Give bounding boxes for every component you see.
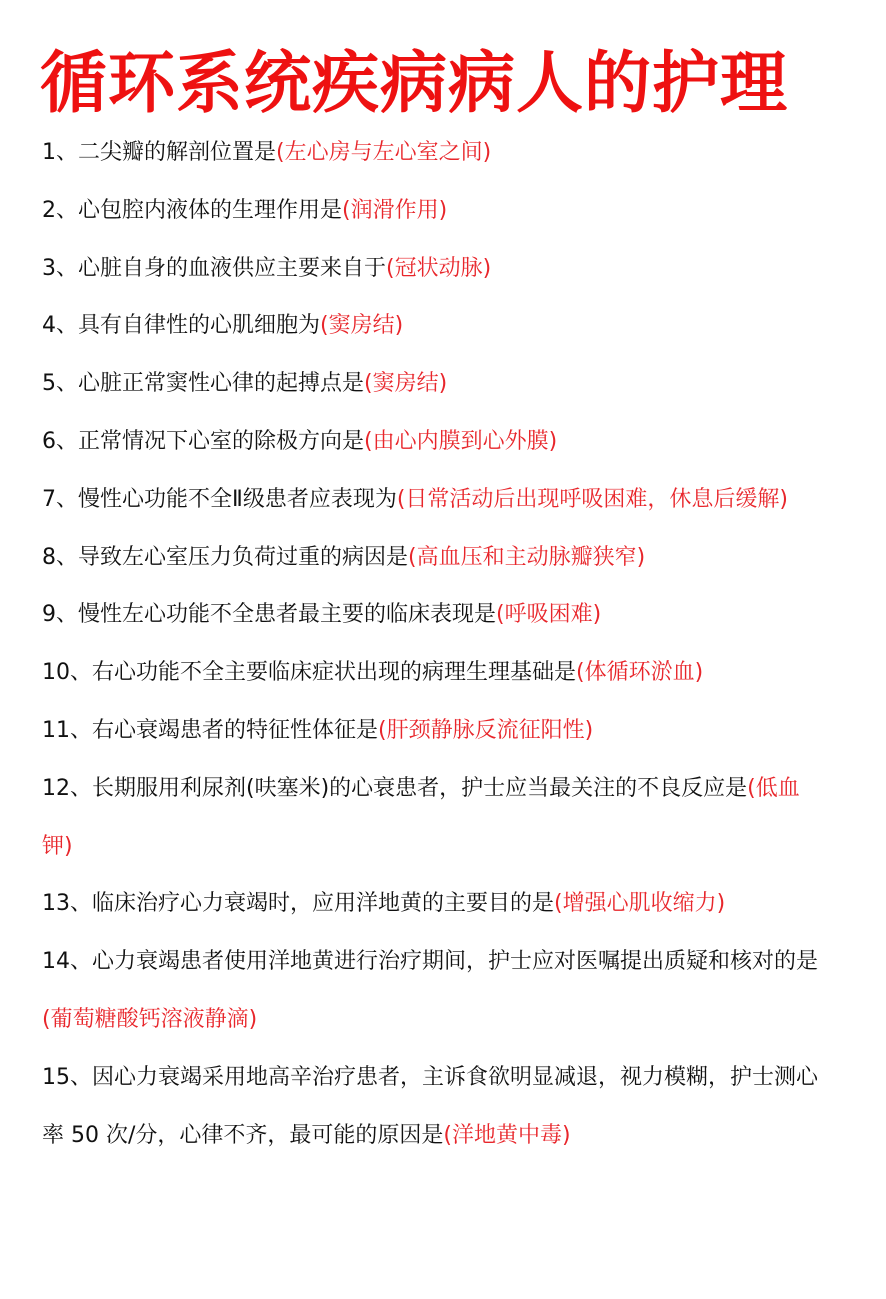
question-text: 8、导致左心室压力负荷过重的病因是 xyxy=(42,544,408,570)
question-text: 2、心包腔内液体的生理作用是 xyxy=(42,197,342,223)
question-item xyxy=(42,1049,822,1165)
answer-text: (冠状动脉) xyxy=(386,255,492,281)
question-item xyxy=(42,933,822,1049)
question-text: 4、具有自律性的心肌细胞为 xyxy=(42,313,320,339)
question-item xyxy=(42,182,822,240)
question-item xyxy=(42,875,822,933)
question-text: 10、右心功能不全主要临床症状出现的病理生理基础是 xyxy=(42,660,576,686)
answer-text: (呼吸困难) xyxy=(496,602,602,628)
answer-text: (低血钾) xyxy=(42,775,800,859)
question-text: 9、慢性左心功能不全患者最主要的临床表现是 xyxy=(42,602,496,628)
question-text: 6、正常情况下心室的除极方向是 xyxy=(42,428,364,454)
answer-text: (左心房与左心室之间) xyxy=(276,140,492,165)
question-text: 7、慢性心功能不全Ⅱ级患者应表现为 xyxy=(42,486,397,512)
question-text: 15、因心力衰竭采用地高辛治疗患者，主诉食欲明显减退，视力模糊，护士测心率 50 次/分，心律不齐，最可能的原因是 xyxy=(42,1064,818,1148)
answer-text: (高血压和主动脉瓣狭窄) xyxy=(408,544,646,570)
question-item xyxy=(42,702,822,760)
question-item xyxy=(42,240,822,298)
question-item xyxy=(42,529,822,587)
answer-text: (体循环淤血) xyxy=(576,660,704,686)
answer-text: (日常活动后出现呼吸困难，休息后缓解) xyxy=(396,486,788,512)
question-text: 12、长期服用利尿剂(呋塞米)的心衰患者，护士应当最关注的不良反应是 xyxy=(42,775,748,801)
answer-text: (窦房结) xyxy=(320,313,404,339)
question-item xyxy=(42,297,822,355)
answer-text: (由心内膜到心外膜) xyxy=(364,428,558,454)
question-text: 1、二尖瓣的解剖位置是 xyxy=(42,140,276,165)
question-text: 3、心脏自身的血液供应主要来自于 xyxy=(42,255,386,281)
question-item xyxy=(42,124,822,182)
answer-text: (增强心肌收缩力) xyxy=(554,891,726,917)
question-text: 14、心力衰竭患者使用洋地黄进行治疗期间，护士应对医嘱提出质疑和核对的是 xyxy=(42,949,818,975)
question-item xyxy=(42,644,822,702)
question-item xyxy=(42,471,822,529)
answer-text: (窦房结) xyxy=(364,371,448,397)
question-item xyxy=(42,760,822,876)
answer-text: (肝颈静脉反流征阳性) xyxy=(378,717,594,743)
answer-text: (洋地黄中毒) xyxy=(443,1122,571,1148)
page-title: 循环系统疾病病人的护理 xyxy=(40,44,788,122)
question-item xyxy=(42,355,822,413)
answer-text: (润滑作用) xyxy=(342,197,448,223)
question-text: 13、临床治疗心力衰竭时，应用洋地黄的主要目的是 xyxy=(42,891,554,917)
question-item xyxy=(42,413,822,471)
question-item xyxy=(42,586,822,644)
question-text: 5、心脏正常窦性心律的起搏点是 xyxy=(42,371,364,397)
answer-text: (葡萄糖酸钙溶液静滴) xyxy=(42,1006,258,1032)
question-text: 11、右心衰竭患者的特征性体征是 xyxy=(42,717,378,743)
question-list xyxy=(42,124,822,1164)
